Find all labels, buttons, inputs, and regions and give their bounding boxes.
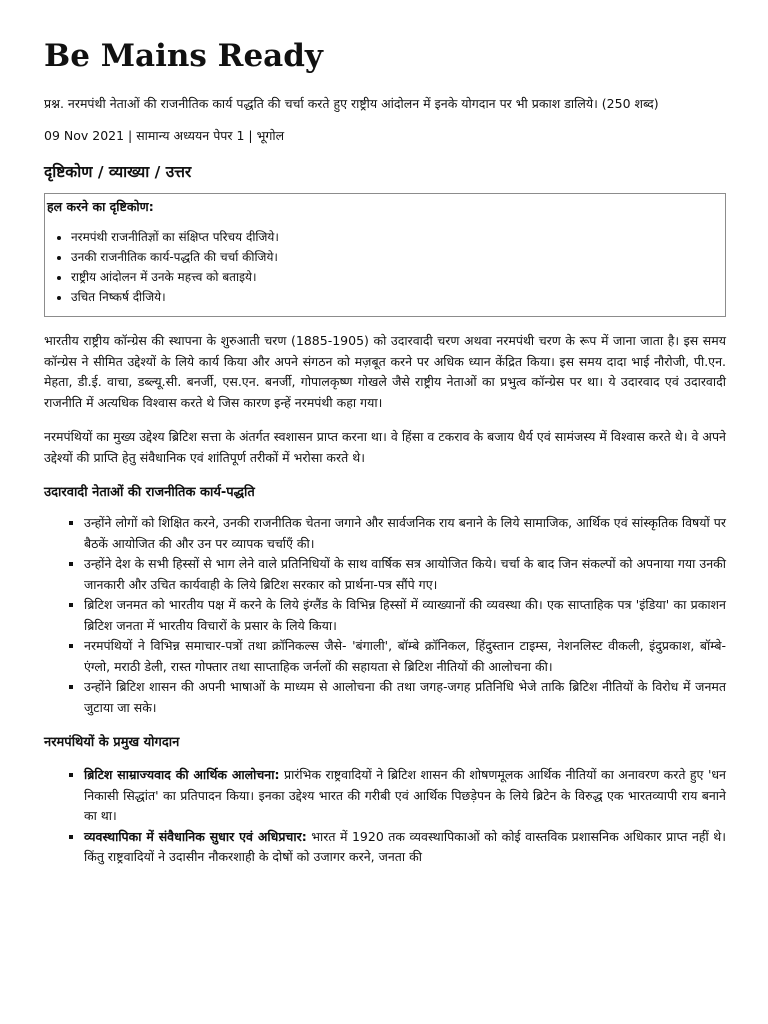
objective-paragraph: नरमपंथियों का मुख्य उद्देश्य ब्रिटिश सत्ता के अंतर्गत स्वशासन प्राप्त करना था। वे हिंसा व टकराव के बजाय धैर्य एवं सामंजस्य में विश्वास करते थे। वे अपने उद्देश्यों की प्राप्ति हेतु संवैधानिक एवं शांतिपूर्ण तरीकों में भरोसा करते थे। [44,429,726,465]
contribution-lead: व्यवस्थापिका में संवैधानिक सुधार एवं अधिप्रचार: [84,828,307,844]
methods-item: ▪ उन्होंने देश के सभी हिस्सों से भाग लेने वाले प्रतिनिधियों के साथ वार्षिक सत्र आयोजित किये। चर्चा के बाद जिन संकल्पों को अपनाया गया उनकी जानकारी और उचित कार्यवाही के लिये ब्रिटिश सरकार को प्रार्थना-पत्र सौंपे गए। [84,554,726,595]
methods-list [44,513,726,718]
approach-item: • उचित निष्कर्ष दीजिये। [71,287,717,307]
page-title: Be Mains Ready [44,38,323,74]
methods-item: ▪ ब्रिटिश जनमत को भारतीय पक्ष में करने के लिये इंग्लैंड के विभिन्न हिस्सों में व्याख्यानों की व्यवस्था की। एक साप्ताहिक पत्र 'इंडिया' का प्रकाशन ब्रिटिश जनता में भारतीय विचारों के प्रसार के लिये किया। [84,595,726,636]
question-text: प्रश्न. नरमपंथी नेताओं की राजनीतिक कार्य पद्धति की चर्चा करते हुए राष्ट्रीय आंदोलन में इनके योगदान पर भी प्रकाश डालिये। (250 शब्द) [44,96,659,111]
approach-item: • नरमपंथी राजनीतिज्ञों का संक्षिप्त परिचय दीजिये। [71,227,717,247]
contribution-text: प्रारंभिक राष्ट्रवादियों ने ब्रिटिश शासन की शोषणमूलक आर्थिक नीतियों का अनावरण करते हुए 'धन निकासी सिद्धांत' का प्रतिपादन किया। इनका उद्देश्य भारत की गरीबी एवं आर्थिक पिछड़ेपन के लिये ब्रिटेन के विरुद्ध एक भारतव्यापी राय बनाने का था। [84,767,726,823]
methods-item: ▪ नरमपंथियों ने विभिन्न समाचार-पत्रों तथा क्रॉनिकल्स जैसे- 'बंगाली', बॉम्बे क्रॉनिकल, हिंदुस्तान टाइम्स, नेशनलिस्ट वीकली, इंदुप्रकाश, बॉम्बे-एंग्लो, मराठी डेली, रास्त गोफ्तार तथा साप्ताहिक जर्नलों की सहायता से ब्रिटिश नीतियों की आलोचना की। [84,636,726,677]
approach-item: • राष्ट्रीय आंदोलन में उनके महत्त्व को बताइये। [71,267,717,287]
approach-list [47,227,717,307]
methods-item: ▪ उन्होंने ब्रिटिश शासन की अपनी भाषाओं के माध्यम से आलोचना की तथा जगह-जगह प्रतिनिधि भेजे ताकि ब्रिटिश नीतियों के विरोध में जनमत जुटाया जा सके। [84,677,726,718]
approach-item: • उनकी राजनीतिक कार्य-पद्धति की चर्चा कीजिये। [71,247,717,267]
methods-item: ▪ उन्होंने लोगों को शिक्षित करने, उनकी राजनीतिक चेतना जगाने और सार्वजनिक राय बनाने के लिये सामाजिक, आर्थिक एवं सांस्कृतिक विषयों पर बैठकें आयोजित की और उन पर व्यापक चर्चाएँ की। [84,513,726,554]
intro-paragraph: भारतीय राष्ट्रीय कॉन्ग्रेस की स्थापना के शुरुआती चरण (1885-1905) को उदारवादी चरण अथवा नरमपंथी चरण के रूप में जाना जाता है। इस समय कॉन्ग्रेस ने सीमित उद्देश्यों के लिये कार्य किया और अपने संगठन को मज़बूत करने पर अधिक ध्यान केंद्रित किया। इस समय दादा भाई नौरोजी, पी.एन. मेहता, डी.ई. वाचा, डब्ल्यू.सी. बनर्जी, एस.एन. बनर्जी, गोपालकृष्ण गोखले जैसे राष्ट्रीय नेताओं का प्रभुत्व कॉन्ग्रेस पर था। ये उदारवाद एवं उदारवादी राजनीति में अत्यधिक विश्वास करते थे जिस कारण इन्हें नरमपंथी कहा गया। [44,333,726,410]
contributions-list [44,765,726,868]
contribution-item [84,765,726,827]
article [44,34,726,868]
contribution-item [84,827,726,868]
contribution-text: भारत में 1920 तक व्यवस्थापिकाओं को कोई वास्तविक प्रशासनिक अधिकार प्राप्त नहीं थे। किंतु राष्ट्रवादियों ने उदासीन नौकरशाही के दोषों को उजागर करने, जनता की [84,828,726,864]
contribution-lead: ब्रिटिश साम्राज्यवाद की आर्थिक आलोचना: [84,767,280,782]
contributions-heading: नरमपंथियों के प्रमुख योगदान [44,735,180,750]
methods-heading: उदारवादी नेताओं की राजनीतिक कार्य-पद्धति [44,485,255,500]
article-meta: 09 Nov 2021 | सामान्य अध्ययन पेपर 1 | भूगोल [44,128,285,143]
approach-heading: दृष्टिकोण / व्याख्या / उत्तर [44,163,192,181]
approach-box-title: हल करने का दृष्टिकोण: [47,199,154,214]
approach-box [44,193,726,317]
